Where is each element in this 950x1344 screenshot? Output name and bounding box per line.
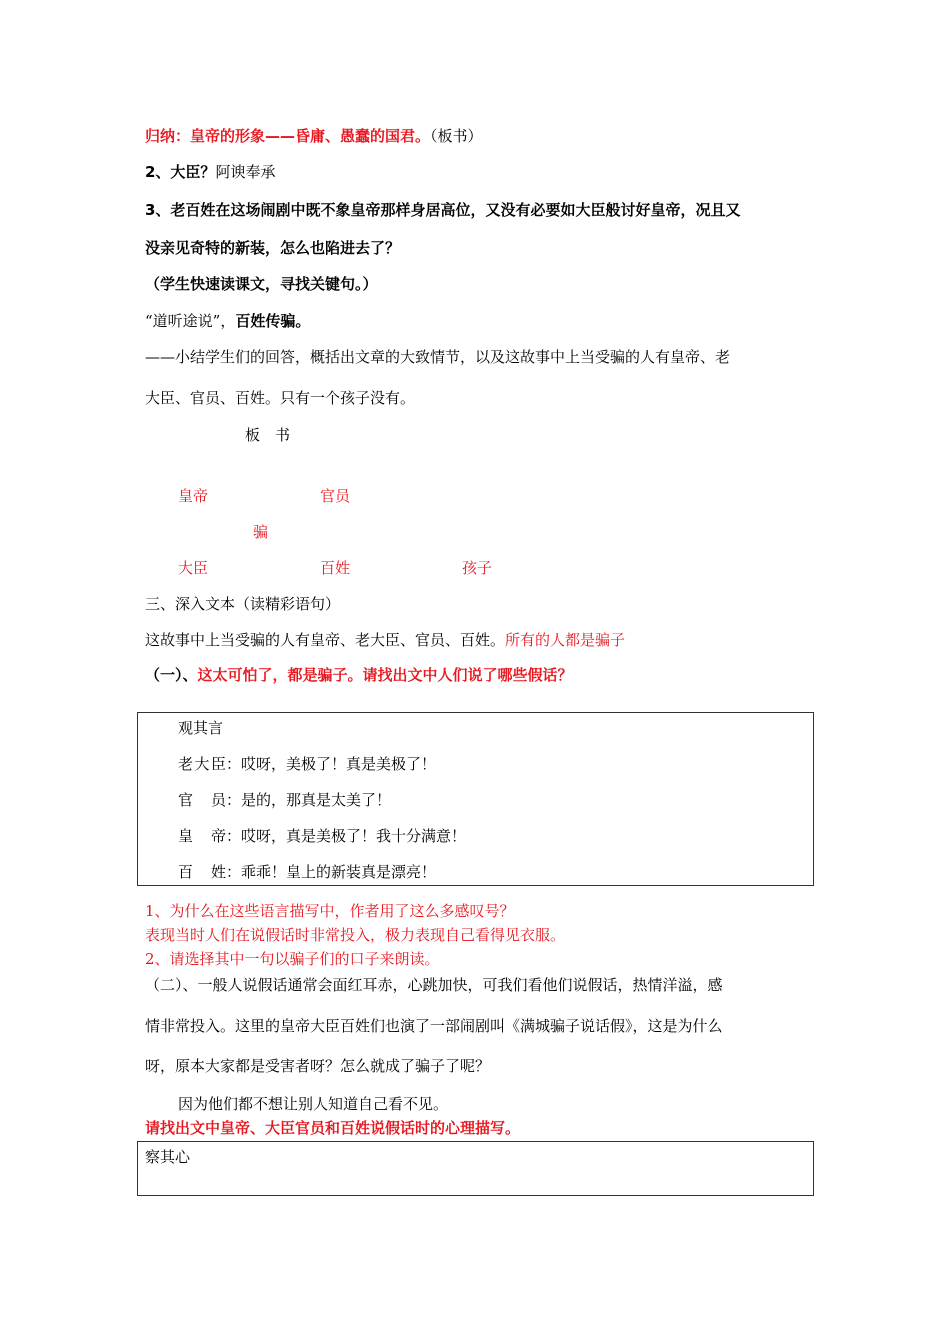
speech-speaker: 老大臣 (178, 755, 226, 773)
board-people: 百姓 (320, 559, 351, 577)
board-officials: 官员 (320, 487, 351, 505)
quote-plain: “道听途说”， (145, 312, 236, 330)
speech-text: ：乖乖！皇上的新装真是漂亮！ (226, 863, 437, 881)
task-line: 请找出文中皇帝、大臣官员和百姓说假话时的心理描写。 (145, 1119, 521, 1137)
summary-line (145, 126, 483, 146)
question-1-text: 这太可怕了，都是骗子。请找出文中人们说了哪些假话？ (197, 666, 573, 684)
speech-text: ：是的，那真是太美了！ (226, 791, 392, 809)
paragraph-2-line-2: 情非常投入。这里的皇帝大臣百姓们也演了一部闹剧叫《满城骗子说话假》，这是为什么 (145, 1017, 723, 1035)
board-deceive: 骗 (253, 523, 269, 541)
speech-speaker: 百姓 (178, 863, 226, 881)
question-2-label: 2、大臣？ (145, 163, 216, 181)
summary-label: 归纳：皇帝的形象——昏庸、愚蠢的国君。 (145, 127, 431, 145)
section-3-intro (145, 630, 625, 650)
recap-line-1: ——小结学生们的回答，概括出文章的大致情节，以及这故事中上当受骗的人有皇帝、老 (145, 348, 731, 366)
speech-row (178, 826, 466, 846)
quote-bold: 百姓传骗。 (235, 312, 311, 330)
paragraph-2-line-3: 呀，原本大家都是受害者呀？怎么就成了骗子了呢？ (145, 1057, 491, 1075)
instruction-line: （学生快速读课文，寻找关键句。） (145, 275, 378, 293)
board-minister: 大臣 (178, 559, 209, 577)
question-3-line-1: 3、老百姓在这场闹剧中既不象皇帝那样身居高位，又没有必要如大臣般讨好皇帝，况且又 (145, 201, 741, 219)
speech-speaker: 官员 (178, 791, 226, 809)
section-3-question-1 (145, 665, 573, 685)
speech-row (178, 754, 436, 774)
speech-text: ：哎呀，美极了！真是美极了！ (226, 755, 437, 773)
speech-speaker: 皇帝 (178, 827, 226, 845)
summary-note: （板书） (430, 127, 483, 145)
board-title: 板 书 (245, 426, 291, 444)
section-3-intro-red: 所有的人都是骗子 (505, 631, 626, 649)
paragraph-2-line-1: （二）、一般人说假话通常会面红耳赤，心跳加快，可我们看他们说假话，热情洋溢，感 (145, 976, 723, 994)
question-2-answer: 阿谀奉承 (215, 163, 276, 181)
speech-text: ：哎呀，真是美极了！我十分满意！ (226, 827, 467, 845)
board-child: 孩子 (462, 559, 493, 577)
heart-box (137, 1141, 814, 1196)
speech-row (178, 862, 436, 882)
answer-line: 因为他们都不想让别人知道自己看不见。 (178, 1095, 449, 1113)
recap-line-2: 大臣、官员、百姓。只有一个孩子没有。 (145, 389, 416, 407)
question-3-line-2: 没亲见奇特的新装，怎么也陷进去了？ (145, 239, 401, 257)
section-3-heading: 三、深入文本（读精彩语句） (145, 595, 341, 613)
speech-box-title: 观其言 (178, 719, 224, 737)
question-1-prefix: （一）、 (145, 666, 198, 684)
heart-box-title: 察其心 (145, 1148, 191, 1166)
question-2 (145, 162, 275, 182)
analysis-answer-1: 表现当时人们在说假话时非常投入，极力表现自己看得见衣服。 (145, 926, 566, 944)
section-3-intro-plain: 这故事中上当受骗的人有皇帝、老大臣、官员、百姓。 (145, 631, 506, 649)
speech-row (178, 790, 391, 810)
analysis-question-2: 2、请选择其中一句以骗子们的口子来朗读。 (145, 950, 440, 968)
board-emperor: 皇帝 (178, 487, 209, 505)
analysis-question-1: 1、为什么在这些语言描写中，作者用了这么多感叹号？ (145, 902, 515, 920)
quote-line (145, 311, 310, 331)
